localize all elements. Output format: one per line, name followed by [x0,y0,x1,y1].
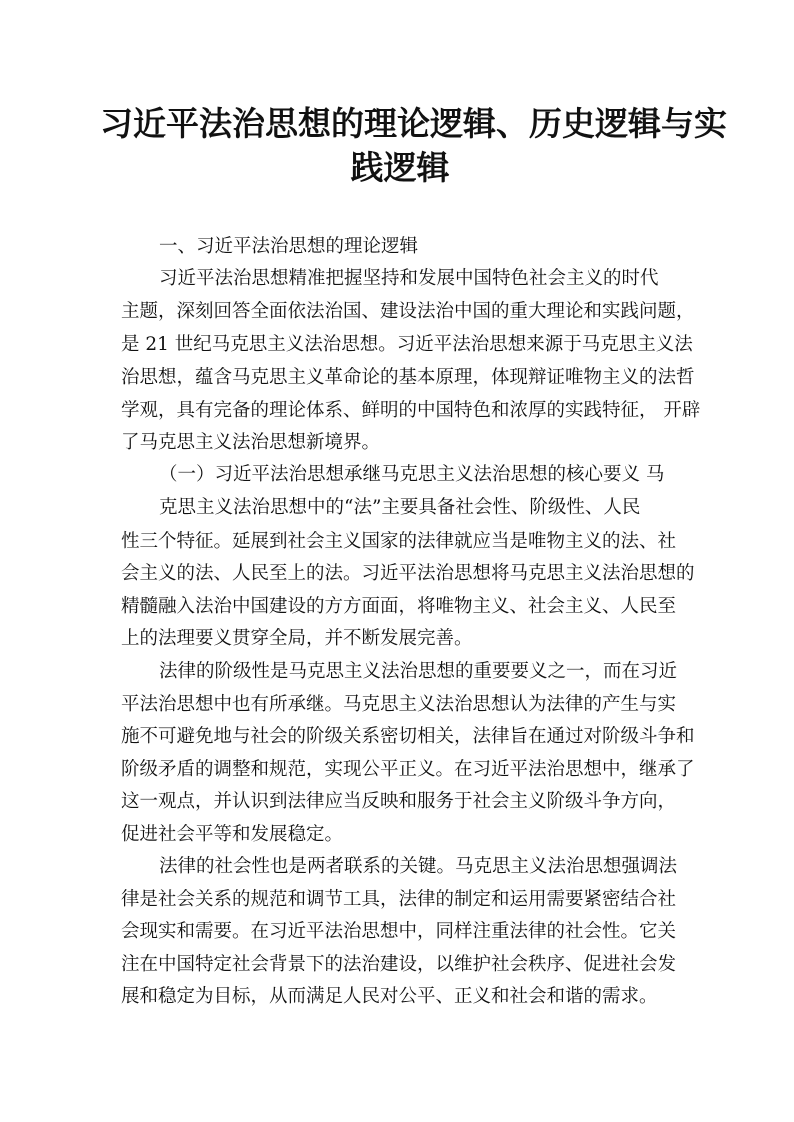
body-line: 展和稳定为目标，从而满足人民对公平、正义和社会和谐的需求。 [121,986,658,1007]
body-line: 精髓融入法治中国建设的方方面面，将唯物主义、社会主义、人民至 [121,596,677,617]
document-title-line-2: 践逻辑 [350,148,450,187]
document-title-line-1: 习近平法治思想的理论逻辑、历史逻辑与实 [100,104,727,143]
body-line: 治思想，蕴含马克思主义革命论的基本原理，体现辩证唯物主义的法哲 [121,367,695,388]
section-heading: 一、习近平法治思想的理论逻辑 [159,236,419,257]
body-line: 注在中国特定社会背景下的法治建设，以维护社会秩序、促进社会发 [121,954,677,975]
body-line: 性三个特征。延展到社会主义国家的法律就应当是唯物主义的法、社 [121,531,677,552]
body-line: 平法治思想中也有所承继。马克思主义法治思想认为法律的产生与实 [121,694,677,715]
body-line: 习近平法治思想精准把握坚持和发展中国特色社会主义的时代 [159,268,659,289]
body-line: 主题，深刻回答全面依法治国、建设法治中国的重大理论和实践问题， [121,301,695,322]
subsection-heading: （一）习近平法治思想承继马克思主义法治思想的核心要义 马 [159,464,665,485]
body-line: 了马克思主义法治思想新境界。 [121,432,381,453]
body-line: 施不可避免地与社会的阶级关系密切相关，法律旨在通过对阶级斗争和 [121,726,695,747]
body-line: 这一观点，并认识到法律应当反映和服务于社会主义阶级斗争方向， [121,791,677,812]
body-line: 是 21 世纪马克思主义法治思想。习近平法治思想来源于马克思主义法 [121,334,693,355]
body-line: 阶级矛盾的调整和规范，实现公平正义。在习近平法治思想中，继承了 [121,759,695,780]
body-line: 会主义的法、人民至上的法。习近平法治思想将马克思主义法治思想的 [121,563,695,584]
body-line: 学观，具有完备的理论体系、鲜明的中国特色和浓厚的实践特征， 开辟 [121,400,701,421]
body-line: 法律的阶级性是马克思主义法治思想的重要要义之一，而在习近 [159,661,678,682]
body-line: 上的法理要义贯穿全局，并不断发展完善。 [121,628,473,649]
body-line: 律是社会关系的规范和调节工具，法律的制定和运用需要紧密结合社 [121,889,677,910]
body-line: 会现实和需要。在习近平法治思想中，同样注重法律的社会性。它关 [121,921,677,942]
body-line: 法律的社会性也是两者联系的关键。马克思主义法治思想强调法 [159,856,678,877]
body-line: 克思主义法治思想中的“法”主要具备社会性、阶级性、人民 [159,497,641,518]
body-line: 促进社会平等和发展稳定。 [121,824,344,845]
